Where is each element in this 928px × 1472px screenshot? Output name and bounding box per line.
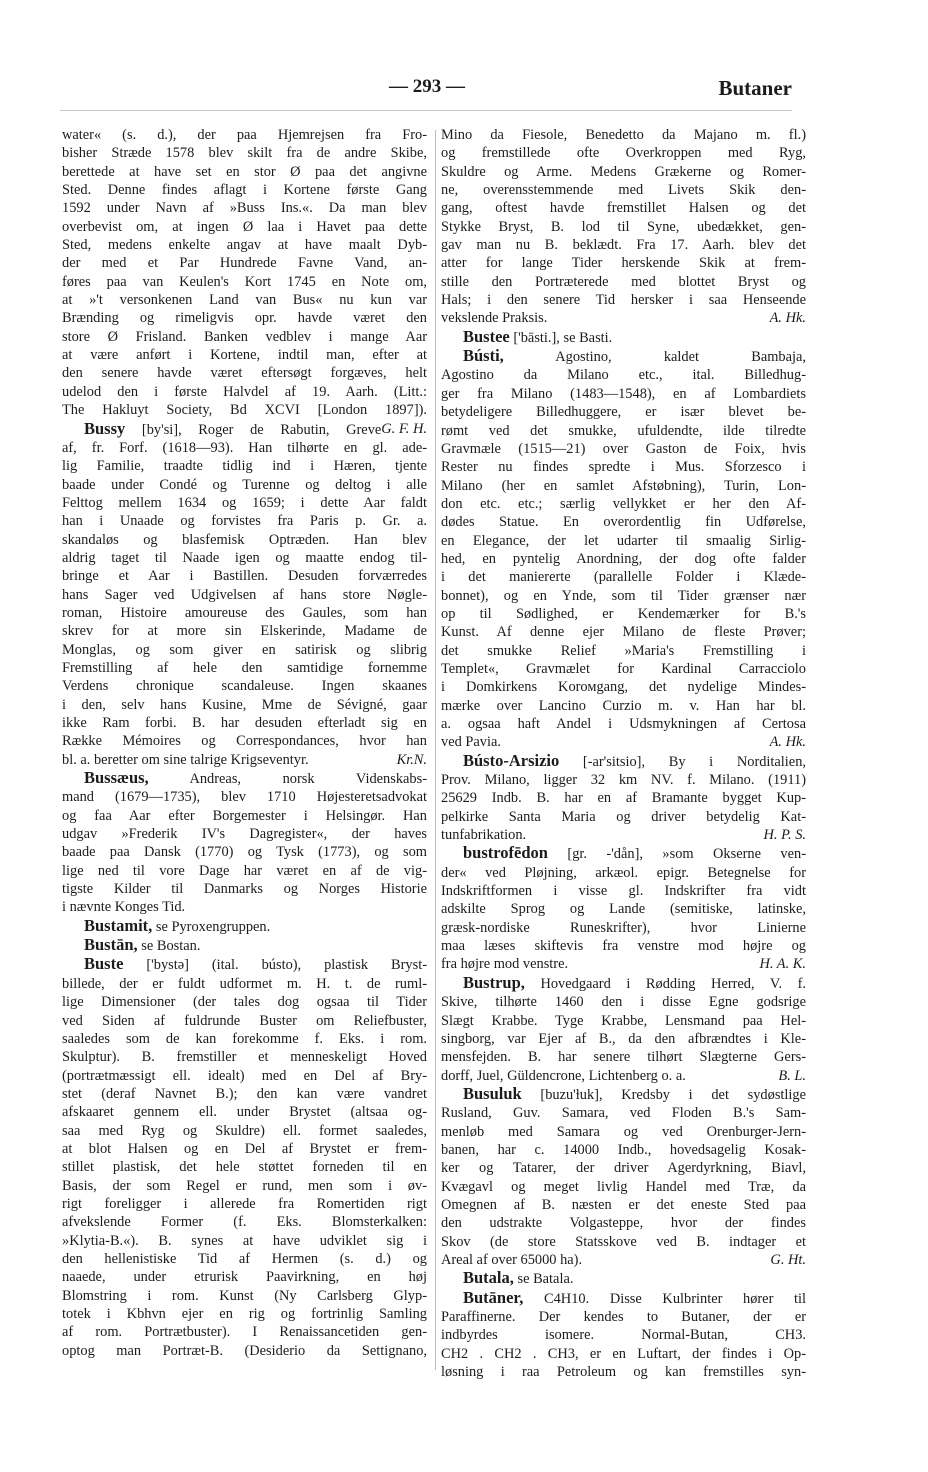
line-text: Omegnen af B. næsten er det eneste Sted paa (441, 1196, 806, 1213)
text-line (441, 900, 806, 918)
line-text: ved Siden af fuldrunde Buster om Reliefbuster, (62, 1012, 427, 1029)
line-text: Agostino, kaldet Bambaja, (503, 349, 806, 366)
text-line (441, 199, 806, 217)
text-line (62, 1048, 427, 1066)
text-line (62, 751, 427, 769)
text-line (62, 328, 427, 346)
text-line (441, 1030, 806, 1048)
text-line (441, 1012, 806, 1030)
line-text: stet (deraf Navnet B.); den kan være vandret (62, 1085, 427, 1102)
line-text: bisher Stræde 1578 blev skilt fra de andre Skibe, (62, 145, 427, 162)
text-line (441, 366, 806, 384)
line-text: en Elegance, der let udarter til smaalig Sirlig- (441, 532, 806, 549)
text-line (441, 642, 806, 660)
text-line (62, 1342, 427, 1360)
text-line (441, 882, 806, 900)
page-header (0, 76, 928, 110)
line-text: løsning i raa Petroleum og kan fremstilles syn- (441, 1364, 806, 1381)
entry-headword: bustrofēdon (463, 843, 548, 863)
entry-headword-line (62, 420, 427, 439)
line-text: C4H10. Disse Kulbrinter hører til (523, 1290, 806, 1307)
text-line (62, 714, 427, 732)
author-signature: H. P. S. (763, 827, 806, 844)
line-text: tigste Kilder til Danmarks og Norges Historie (62, 881, 427, 898)
line-text: udgav »Frederik IV's Dagregister«, der haves (62, 826, 427, 843)
line-text: 25629 Indb. B. har en af Bramante bygget Kup- (441, 790, 806, 807)
entry-headword: Bustān, (84, 935, 138, 955)
text-line (441, 181, 806, 199)
entry-headword-line (62, 917, 427, 936)
line-text: berettede at have set en stor Ø paa det angivne (62, 163, 427, 180)
line-text: og faa Aar efter Borgemester i Helsingør. Han (62, 807, 427, 824)
text-line (441, 1326, 806, 1344)
line-text: optog man Portræt-B. (Desiderio da Settignano, (62, 1342, 427, 1359)
text-line (62, 1122, 427, 1140)
text-line (441, 126, 806, 144)
text-line (62, 144, 427, 162)
line-text: indbyrdes isomere. Normal-Butan, CH3. (441, 1327, 806, 1344)
right-column (441, 126, 806, 1381)
line-text: skandaløs og blasfemisk Optræden. Han blev (62, 531, 427, 548)
line-text: bonnet), og en Ynde, som til Tider grænser nær (441, 587, 806, 604)
line-text: menløb med Samara og ved Orenburger-Jern- (441, 1123, 806, 1140)
text-line (441, 440, 806, 458)
line-text: stillet plastisk, det hele støttet forneden til en (62, 1159, 427, 1176)
entry-headword-line (62, 955, 427, 974)
text-line (62, 273, 427, 291)
line-text: Hals; i den senere Tid hersker i saa Henseende (441, 292, 806, 309)
line-text: Templet«, Gravmælet for Kardinal Carracciolo (441, 660, 806, 677)
text-line (62, 604, 427, 622)
line-text: ['bystə] (ital. bústo), plastisk Bryst- (123, 957, 427, 974)
line-text: se Bostan. (137, 938, 201, 955)
line-text: maa læses skiftevis fra venstre mod højre og (441, 938, 806, 955)
line-text: (portrætmæssigt ell. idealt) med en Del af Bry- (62, 1067, 427, 1084)
line-text: op til Sødlighed, er Kendemærker for B.'s (441, 605, 806, 622)
text-line (441, 605, 806, 623)
line-text: den hellenistiske Tid af Hermen (s. d.) og (62, 1250, 427, 1267)
line-text: billede, der er fuldt udformet m. H. t. de ruml- (62, 975, 427, 992)
text-line (441, 273, 806, 291)
line-text: Stykke Bryst, B. lod til Syne, ubedækket, gen- (441, 218, 806, 235)
text-line (62, 1158, 427, 1176)
line-text: at være anført i Kortene, indtil man, efter at (62, 347, 427, 364)
text-line (441, 568, 806, 586)
line-text: lige Dimensioner (der tales dog ogsaa til Tider (62, 994, 427, 1011)
line-text: Kunst. Af denne ejer Milano de fleste Prøver; (441, 624, 806, 641)
entry-headword-line (441, 1085, 806, 1104)
entry-headword-line (441, 1289, 806, 1308)
line-text: don etc. etc.; særlig vellykket er her den Af- (441, 495, 806, 512)
text-line (62, 181, 427, 199)
entry-headword-line (62, 769, 427, 788)
line-text: The Hakluyt Society, Bd XCVI [London 1897]). (62, 402, 427, 419)
text-line (62, 586, 427, 604)
text-line (62, 383, 427, 401)
author-signature: H. A. K. (759, 956, 806, 973)
entry-headword-line (441, 844, 806, 863)
text-line (62, 1177, 427, 1195)
text-line (62, 825, 427, 843)
line-text: saa med Ryg og Skuldre) ell. formet saaledes, (62, 1122, 427, 1139)
line-text: [by'si], Roger de Rabutin, Greve (125, 421, 382, 438)
line-text: 1592 under Navn af »Buss Ins.«. Da man blev (62, 200, 427, 217)
line-text: at blot Halsen og en Del af Brystet er frem- (62, 1140, 427, 1157)
line-text: af rom. Portrætbuster). I Renaissancetiden gen- (62, 1324, 427, 1341)
text-line (62, 1268, 427, 1286)
text-line (62, 732, 427, 750)
line-text: atter for lange Tider herskende Skik at frem- (441, 255, 806, 272)
text-line (62, 218, 427, 236)
line-text: rømt ved det smukke, ufuldendte, ilde tilredte (441, 422, 806, 439)
line-text: afskaaret gennem ell. under Brystet (altsaa og- (62, 1104, 427, 1121)
line-text: rigt foreligger i allerede fra Romertiden rigt (62, 1195, 427, 1212)
line-text: Paraffinerne. Der kendes to Butaner, der er (441, 1309, 806, 1325)
line-text: se Batala. (513, 1271, 574, 1288)
text-line (441, 678, 806, 696)
line-text: Slægt Krabbe. Tyge Krabbe, Lensmand paa Hel- (441, 1012, 806, 1029)
text-line (62, 494, 427, 512)
line-text: Prov. Milano, ligger 32 km NV. f. Milano. (1911) (441, 772, 806, 789)
text-line (441, 993, 806, 1011)
text-line (441, 1251, 806, 1269)
author-signature: G. F. H. (381, 420, 427, 437)
entry-headword-line (441, 328, 806, 347)
line-text: gang, oftest havde fremstillet Halsen og det (441, 200, 806, 217)
line-text: baade under Condé og Turenne og deltog i alle (62, 476, 427, 493)
text-line (441, 218, 806, 236)
page-number: — 293 — (389, 76, 465, 97)
text-line (441, 937, 806, 955)
text-line (62, 641, 427, 659)
line-text: Kvægavl og meget livlig Handel med Træ, da (441, 1178, 806, 1195)
line-text: Skulptur). B. fremstiller et menneskeligt Hoved (62, 1049, 427, 1066)
text-line (62, 1103, 427, 1121)
line-text: i det maniererte (parallelle Folder i Klæde- (441, 569, 806, 586)
line-text: Indskriftformen i visse gl. Indskrifter fra vidt (441, 883, 806, 900)
text-line (62, 1195, 427, 1213)
line-text: naaede, under etrurisk Paavirkning, en høj (62, 1269, 427, 1286)
text-line (441, 1159, 806, 1177)
text-line (441, 587, 806, 605)
line-text: baade paa Dansk (1770) og Tysk (1773), og som (62, 844, 427, 861)
line-text: Gravmæle (1515—21) over Gaston de Foix, hvis (441, 440, 806, 457)
text-line (62, 291, 427, 309)
text-line (62, 1140, 427, 1158)
line-text: der« ved Pløjning, arkæol. epigr. Betegnelse for (441, 864, 806, 881)
line-text: store Ø Frisland. Banken vedblev i mange Aar (62, 328, 427, 345)
line-text: ne, overensstemmende med Livets Skik den- (441, 182, 806, 199)
text-line (441, 715, 806, 733)
line-text: det smukke Relief »Maria's Fremstilling i (441, 642, 806, 659)
text-line (441, 309, 806, 327)
line-text: mærke over Lancino Curzio m. v. Han har bl. (441, 697, 806, 714)
text-line (62, 401, 427, 419)
text-line (62, 659, 427, 677)
entry-headword: Bustamit, (84, 915, 153, 935)
line-text: saaledes som de kan forekomme f. Eks. i rom. (62, 1030, 427, 1047)
entry-headword-line (441, 752, 806, 771)
author-signature: A. Hk. (769, 734, 806, 751)
line-text: ikke Ram forbi. B. har desuden efterladt sig en (62, 715, 427, 731)
line-text: føres paa van Keulen's Kort 1745 en Note om, (62, 273, 427, 290)
line-text: [-ar'sitsio], By i Norditalien, (559, 753, 806, 770)
line-text: udelod den i første Halvdel af 19. Aarh. (Litt.: (62, 383, 427, 400)
text-line (441, 864, 806, 882)
line-text: Skuldre og Arme. Medens Grækerne og Romer- (441, 163, 806, 180)
text-line (441, 403, 806, 421)
text-line (441, 1067, 806, 1085)
text-line (441, 163, 806, 181)
line-text: lige ned til vore Dage har været en af de vig- (62, 862, 427, 879)
text-line (62, 1305, 427, 1323)
text-line (62, 1232, 427, 1250)
entry-headword: Busuluk (463, 1083, 522, 1103)
text-line (62, 843, 427, 861)
line-text: vekslende Praksis. (441, 310, 548, 327)
line-text: i nævnte Konges Tid. (62, 899, 186, 916)
line-text: Hovedgaard i Rødding Herred, V. f. (524, 975, 806, 992)
line-text: Areal af over 65000 ha). (441, 1251, 583, 1268)
line-text: totek i Kbhvn ejer en rig og fortrinlig Samling (62, 1306, 427, 1322)
text-line (441, 771, 806, 789)
text-line (62, 788, 427, 806)
line-text: Milano (her en samlet Afstøbning), Turin, Lon- (441, 477, 806, 494)
entry-headword-line (441, 1269, 806, 1288)
text-line (441, 660, 806, 678)
line-text: Felttog mellem 1634 og 1659; i dette Aar faldt (62, 494, 427, 511)
line-text: singborg, var Ejer af B., da den afbrændtes i Kle- (441, 1030, 806, 1047)
text-line (62, 1287, 427, 1305)
text-line (62, 898, 427, 916)
entry-headword: Butala, (463, 1268, 514, 1288)
text-line (62, 199, 427, 217)
line-text: Rusland, Guv. Samara, ved Floden B.'s Sam- (441, 1105, 806, 1122)
header-rule (60, 110, 792, 111)
text-line (62, 1067, 427, 1085)
text-line (62, 531, 427, 549)
text-line (441, 919, 806, 937)
line-text: betydeligere Billedhuggere, er især blevet be- (441, 404, 806, 421)
running-head: Butaner (718, 76, 792, 100)
line-text: skrev for at more sin Elskerinde, Madame de (62, 623, 427, 640)
line-text: ved Pavia. (441, 734, 501, 751)
text-line (62, 677, 427, 695)
line-text: Række Mémoires og Correspondances, hvor han (62, 733, 427, 750)
text-line (62, 236, 427, 254)
text-line (62, 1012, 427, 1030)
column-divider (435, 130, 436, 1370)
line-text: mensfejden. B. har senere tilhørt Slægterne Gers- (441, 1049, 806, 1066)
line-text: Sted, medens enkelte angav at have maalt Dyb- (62, 237, 427, 254)
text-line (441, 1345, 806, 1363)
line-text: banen, har c. 14000 Indb., hovedsagelig Kosak- (441, 1141, 806, 1158)
line-text: »Klytia-B.«). B. synes at have udviklet sig i (62, 1232, 427, 1249)
text-line (62, 512, 427, 530)
entry-headword: Bustee (463, 326, 510, 346)
line-text: Fremstilling af hele den samtidige fornemme (62, 659, 427, 676)
text-line (441, 1141, 806, 1159)
line-text: Blomstring i rom. Kunst (Ny Carlsberg Glyp- (62, 1287, 427, 1304)
text-line (62, 1250, 427, 1268)
line-text: hed, en pyntelig Anordning, der dog ofte falder (441, 550, 806, 567)
text-line (62, 439, 427, 457)
line-text: Sted. Denne findes aflagt i Kortene første Gang (62, 182, 427, 199)
line-text: afvekslende Former (f. Eks. Blomsterkalken: (62, 1214, 427, 1231)
text-line (62, 807, 427, 825)
text-line (441, 236, 806, 254)
left-column (62, 126, 427, 1360)
line-text: ger fra Milano (1483—1548), en af Lombardiets (441, 385, 806, 402)
text-line (441, 422, 806, 440)
text-line (441, 513, 806, 531)
text-line (441, 1308, 806, 1326)
author-signature: B. L. (778, 1067, 806, 1084)
line-text: hans Sager ved Udgivelsen af hans store Nøgle- (62, 586, 427, 603)
line-text: [gr. -'dån], »som Okserne ven- (547, 846, 806, 863)
line-text: Skov (de store Statsskove ved B. indtager et (441, 1233, 806, 1250)
author-signature: G. Ht. (770, 1251, 806, 1268)
text-line (62, 862, 427, 880)
line-text: mand (1679—1735), blev 1710 Højesteretsadvokat (62, 789, 427, 806)
line-text: Monglas, og som giver en satirisk og slibrig (62, 641, 427, 658)
entry-headword-line (62, 936, 427, 955)
text-line (441, 532, 806, 550)
entry-headword: Butāner, (463, 1287, 524, 1307)
text-line (62, 975, 427, 993)
line-text: Verdens chronique scandaleuse. Ingen skaanes (62, 678, 427, 695)
entry-headword-line (441, 347, 806, 366)
text-line (441, 623, 806, 641)
entry-headword: Bústi, (463, 346, 504, 366)
text-line (441, 1233, 806, 1251)
entry-headword-line (441, 974, 806, 993)
text-line (441, 808, 806, 826)
text-line (441, 254, 806, 272)
text-line (441, 789, 806, 807)
line-text: i den, selv hans Kusine, Mme de Sévigné, gaar (62, 696, 427, 713)
line-text: fra højre mod venstre. (441, 956, 569, 973)
line-text: [buzu'ƚuk], Kredsby i det sydøstlige (521, 1086, 806, 1103)
text-line (62, 1323, 427, 1341)
text-line (62, 163, 427, 181)
line-text: dorff, Juel, Güldencrone, Lichtenberg o. a. (441, 1067, 686, 1084)
text-line (441, 144, 806, 162)
line-text: water« (s. d.), der paa Hjemrejsen fra Fro- (62, 127, 427, 143)
text-line (441, 1196, 806, 1214)
text-line (441, 697, 806, 715)
line-text: græsk-nordiske Runeskrifter), hvor Linierne (441, 919, 806, 936)
line-text: adskilte Sprog og Lande (semitiske, latinske, (441, 901, 806, 918)
line-text: se Pyroxengruppen. (152, 918, 271, 935)
entry-headword: Bussy (84, 418, 126, 438)
text-line (441, 1123, 806, 1141)
entry-headword: Bustrup, (463, 972, 525, 992)
entry-headword: Bústo-Arsizio (463, 750, 560, 770)
text-line (62, 567, 427, 585)
line-text: Agostino da Milano etc., ital. Billedhug- (441, 367, 806, 384)
text-line (62, 993, 427, 1011)
text-line (62, 622, 427, 640)
line-text: tunfabrikation. (441, 827, 527, 844)
text-line (62, 1030, 427, 1048)
text-line (441, 1214, 806, 1232)
text-line (441, 1048, 806, 1066)
line-text: Mino da Fiesole, Benedetto da Majano m. fl.) (441, 127, 806, 143)
line-text: lig Familie, traadte tidlig ind i Hæren, tjente (62, 458, 427, 475)
line-text: CH2 . CH2 . CH3, er en Luftart, der findes i Op- (441, 1345, 806, 1362)
text-line (62, 346, 427, 364)
text-line (62, 309, 427, 327)
line-text: gav man nu B. beklædt. Fra 17. Aarh. blev det (441, 237, 806, 254)
line-text: Skive, tilhørte 1460 den i disse Egne godsrige (441, 994, 806, 1011)
line-text: stille den Portræterede med blottet Bryst og (441, 273, 806, 290)
line-text: ker og Tatarer, der driver Agerdyrkning, Biavl, (441, 1160, 806, 1177)
text-line (441, 1363, 806, 1381)
text-line (441, 458, 806, 476)
entry-headword: Buste (84, 954, 124, 974)
text-line (441, 291, 806, 309)
author-signature: Kr.N. (396, 751, 427, 768)
line-text: overbevist om, at ingen Ø laa i Havet paa dette (62, 218, 427, 235)
line-text: og fremstillede ofte Overkroppen med Ryg, (441, 145, 806, 162)
line-text: bl. a. beretter om sine talrige Krigseventyr. (62, 751, 309, 768)
text-line (62, 549, 427, 567)
line-text: bringe et Aar i Bastillen. Desuden forværredes (62, 568, 427, 585)
text-line (62, 457, 427, 475)
text-line (62, 476, 427, 494)
line-text: Andreas, norsk Videnskabs- (148, 771, 427, 788)
entry-headword: Bussæus, (84, 768, 149, 788)
line-text: af, fr. Forf. (1618—93). Han tilhørte en gl. ade- (62, 439, 427, 456)
line-text: dødes Statue. En overordentlig fin Udførelse, (441, 514, 806, 531)
line-text: Rester nu findes spredte i Mus. Sforzesco i (441, 459, 806, 476)
line-text: aldrig taget til Naade igen og maatte endog til- (62, 549, 427, 566)
text-line (441, 955, 806, 973)
text-line (441, 550, 806, 568)
line-text: a. ogsaa haft Andel i Udsmykningen af Certosa (441, 716, 806, 732)
text-line (441, 385, 806, 403)
text-line (62, 696, 427, 714)
line-text: Brænding og rimeligvis opr. havde været den (62, 310, 427, 327)
text-line (62, 254, 427, 272)
author-signature: A. Hk. (769, 310, 806, 327)
line-text: den udstrakte Volgasteppe, hvor der findes (441, 1215, 806, 1232)
line-text: Basis, der som Regel er rund, men som i øv- (62, 1177, 427, 1194)
text-line (441, 477, 806, 495)
line-text: han i Unaade og forvistes fra Paris p. Gr. a. (62, 513, 427, 530)
line-text: roman, Histoire amoureuse des Gaules, som han (62, 604, 427, 621)
text-line (62, 1213, 427, 1231)
line-text: i Domkirkens Korомgang, det nydelige Mindes- (441, 679, 806, 696)
text-line (62, 1085, 427, 1103)
text-line (441, 1104, 806, 1122)
text-line (441, 495, 806, 513)
line-text: den senere havde været eftersøgt forgæves, helt (62, 365, 427, 382)
text-line (62, 126, 427, 144)
text-line (62, 880, 427, 898)
text-line (441, 826, 806, 844)
text-line (62, 364, 427, 382)
text-line (441, 733, 806, 751)
line-text: at »'t versonkenen Land van Bus« nu kun var (62, 292, 427, 309)
text-line (441, 1178, 806, 1196)
line-text: ['bāsti.], se Basti. (509, 329, 613, 346)
line-text: der med et Par Hundrede Favne Vand, an- (62, 255, 427, 272)
line-text: pelkirke Santa Maria og driver betydelig Kat- (441, 808, 806, 825)
